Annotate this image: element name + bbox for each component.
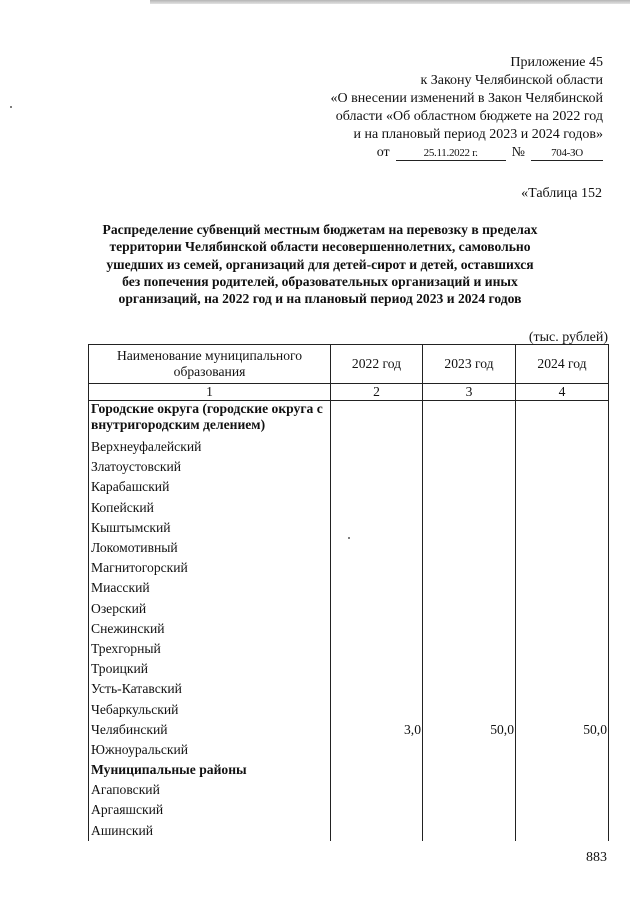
value-2024 [516, 821, 609, 841]
value-2024 [516, 401, 609, 438]
value-2023 [423, 800, 516, 820]
table-row [89, 437, 609, 457]
value-2022 [331, 679, 423, 699]
header-2023: 2023 год [423, 345, 516, 384]
table-row [89, 518, 609, 538]
value-2024 [516, 679, 609, 699]
value-2023 [423, 699, 516, 719]
value-2022 [331, 800, 423, 820]
law-number: 704-ЗО [531, 146, 603, 161]
value-2022 [331, 477, 423, 497]
table-row [89, 780, 609, 800]
table-row [89, 477, 609, 497]
value-2022 [331, 821, 423, 841]
value-2023 [423, 518, 516, 538]
value-2024 [516, 477, 609, 497]
table-row [89, 599, 609, 619]
table-section-row [89, 401, 609, 438]
value-2022 [331, 599, 423, 619]
table-row [89, 699, 609, 719]
value-2023 [423, 740, 516, 760]
value-2022 [331, 457, 423, 477]
value-2024 [516, 780, 609, 800]
municipality-name: Карабашский [89, 477, 331, 497]
table-row [89, 800, 609, 820]
value-2024 [516, 619, 609, 639]
value-2024 [516, 800, 609, 820]
value-2024: 50,0 [516, 720, 609, 740]
value-2024 [516, 518, 609, 538]
municipality-name: Ашинский [89, 821, 331, 841]
value-2023 [423, 538, 516, 558]
value-2023 [423, 578, 516, 598]
value-2022 [331, 639, 423, 659]
value-2022 [331, 659, 423, 679]
value-2024 [516, 457, 609, 477]
municipality-name: Верхнеуфалейский [89, 437, 331, 457]
law-date-line [283, 144, 603, 162]
value-2023 [423, 401, 516, 438]
subvention-table-wrap [88, 344, 609, 841]
value-2022 [331, 740, 423, 760]
appendix-line: к Закону Челябинской области [420, 73, 603, 88]
scan-speck [10, 106, 12, 108]
value-2023: 50,0 [423, 720, 516, 740]
value-2024 [516, 558, 609, 578]
value-2022 [331, 538, 423, 558]
table-row [89, 578, 609, 598]
value-2024 [516, 538, 609, 558]
value-2022: 3,0 [331, 720, 423, 740]
value-2022 [331, 578, 423, 598]
law-date: 25.11.2022 г. [396, 146, 506, 161]
municipality-name: Миасский [89, 578, 331, 598]
table-row [89, 457, 609, 477]
value-2023 [423, 457, 516, 477]
header-2024: 2024 год [516, 345, 609, 384]
subvention-table [88, 344, 609, 841]
municipality-name: Чебаркульский [89, 699, 331, 719]
value-2022 [331, 498, 423, 518]
municipality-name: Златоустовский [89, 457, 331, 477]
table-row [89, 538, 609, 558]
municipality-name: Агаповский [89, 780, 331, 800]
scan-edge-shadow [150, 0, 630, 4]
appendix-line: области «Об областном бюджете на 2022 год [335, 109, 603, 124]
number-sign: № [511, 145, 525, 160]
table-body [89, 401, 609, 841]
municipality-name: Снежинский [89, 619, 331, 639]
municipality-name: Челябинский [89, 720, 331, 740]
value-2023 [423, 679, 516, 699]
value-2024 [516, 599, 609, 619]
value-2024 [516, 578, 609, 598]
column-number: 2 [331, 384, 423, 401]
date-prefix: от [376, 145, 390, 160]
value-2022 [331, 699, 423, 719]
value-2022 [331, 619, 423, 639]
value-2023 [423, 760, 516, 780]
value-2022 [331, 437, 423, 457]
value-2024 [516, 639, 609, 659]
value-2023 [423, 558, 516, 578]
table-row [89, 619, 609, 639]
table-row [89, 679, 609, 699]
municipality-name: Копейский [89, 498, 331, 518]
table-row [89, 639, 609, 659]
column-number-row [89, 384, 609, 401]
municipality-name: Усть-Катавский [89, 679, 331, 699]
table-title: «Таблица 152 [521, 186, 602, 201]
municipality-name: Городские округа (городские округа с внутригородским делением) [89, 401, 331, 438]
table-row [89, 740, 609, 760]
municipality-name: Озерский [89, 599, 331, 619]
header-row [89, 345, 609, 384]
value-2022 [331, 780, 423, 800]
value-2023 [423, 477, 516, 497]
municipality-name: Муниципальные районы [89, 760, 331, 780]
appendix-line: «О внесении изменений в Закон Челябинской [330, 91, 603, 106]
column-number: 1 [89, 384, 331, 401]
value-2022 [331, 558, 423, 578]
municipality-name: Южноуральский [89, 740, 331, 760]
table-section-row [89, 760, 609, 780]
value-2023 [423, 619, 516, 639]
value-2023 [423, 821, 516, 841]
value-2023 [423, 498, 516, 518]
value-2023 [423, 780, 516, 800]
table-row [89, 720, 609, 740]
value-2024 [516, 498, 609, 518]
table-row [89, 498, 609, 518]
value-2022 [331, 760, 423, 780]
table-row [89, 558, 609, 578]
municipality-name: Троицкий [89, 659, 331, 679]
municipality-name: Кыштымский [89, 518, 331, 538]
appendix-line: Приложение 45 [510, 55, 603, 70]
document-heading: Распределение субвенций местным бюджетам на перевозку в пределах территории Челябинской области несовершеннолетних, самовольно ушедших из семей, организаций для детей-сирот и детей, оставшихся без попечения родителей, образовательных организаций и иных организаций, на 2022 год и на плановый период 2023 и 2024 годов [102, 222, 538, 307]
municipality-name: Трехгорный [89, 639, 331, 659]
municipality-name: Аргаяшский [89, 800, 331, 820]
table-row [89, 821, 609, 841]
municipality-name: Магнитогорский [89, 558, 331, 578]
value-2024 [516, 740, 609, 760]
appendix-block [283, 54, 603, 162]
value-2024 [516, 659, 609, 679]
header-name: Наименование муниципального образования [89, 345, 331, 384]
value-2024 [516, 437, 609, 457]
value-2022 [331, 401, 423, 438]
page-number: 883 [586, 850, 607, 865]
value-2022 [331, 518, 423, 538]
value-2024 [516, 760, 609, 780]
column-number: 4 [516, 384, 609, 401]
value-2024 [516, 699, 609, 719]
units-label: (тыс. рублей) [528, 330, 608, 345]
header-2022: 2022 год [331, 345, 423, 384]
column-number: 3 [423, 384, 516, 401]
table-row [89, 659, 609, 679]
municipality-name: Локомотивный [89, 538, 331, 558]
value-2023 [423, 659, 516, 679]
value-2023 [423, 639, 516, 659]
value-2023 [423, 599, 516, 619]
value-2023 [423, 437, 516, 457]
appendix-line: и на плановый период 2023 и 2024 годов» [353, 127, 603, 142]
